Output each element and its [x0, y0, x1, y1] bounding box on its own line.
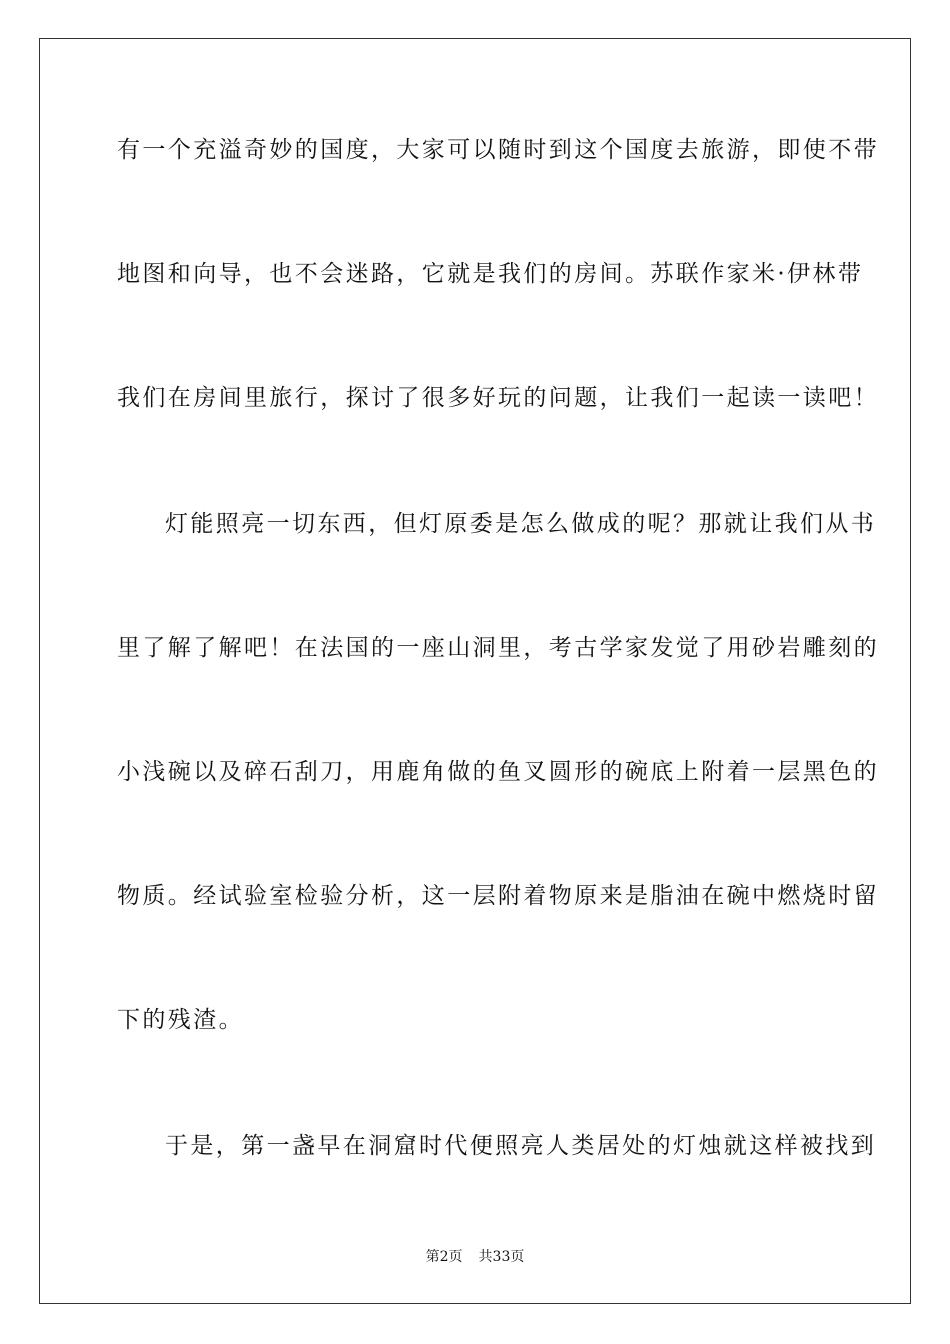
text-line-5: 里了解了解吧！在法国的一座山洞里，考古学家发觉了用砂岩雕刻的 [117, 635, 879, 661]
text-line-7: 物质。经试验室检验分析，这一层附着物原来是脂油在碗中燃烧时留 [117, 883, 879, 909]
total-pages: 共33页 [478, 1249, 525, 1265]
page-footer [0, 1248, 950, 1266]
text-line-3: 我们在房间里旅行，探讨了很多好玩的问题，让我们一起读一读吧！ [117, 385, 879, 411]
page-number: 第2页 [425, 1249, 463, 1265]
text-line-1: 有一个充溢奇妙的国度，大家可以随时到这个国度去旅游，即使不带 [117, 137, 879, 163]
page-frame [39, 38, 911, 1304]
text-line-2: 地图和向导，也不会迷路，它就是我们的房间。苏联作家米·伊林带 [117, 261, 864, 287]
text-line-4: 灯能照亮一切东西，但灯原委是怎么做成的呢？那就让我们从书 [165, 511, 877, 537]
text-line-6: 小浅碗以及碎石刮刀，用鹿角做的鱼叉圆形的碗底上附着一层黑色的 [117, 759, 879, 785]
text-line-8: 下的残渣。 [117, 1007, 244, 1033]
text-line-9: 于是，第一盏早在洞窟时代便照亮人类居处的灯烛就这样被找到 [165, 1133, 877, 1159]
